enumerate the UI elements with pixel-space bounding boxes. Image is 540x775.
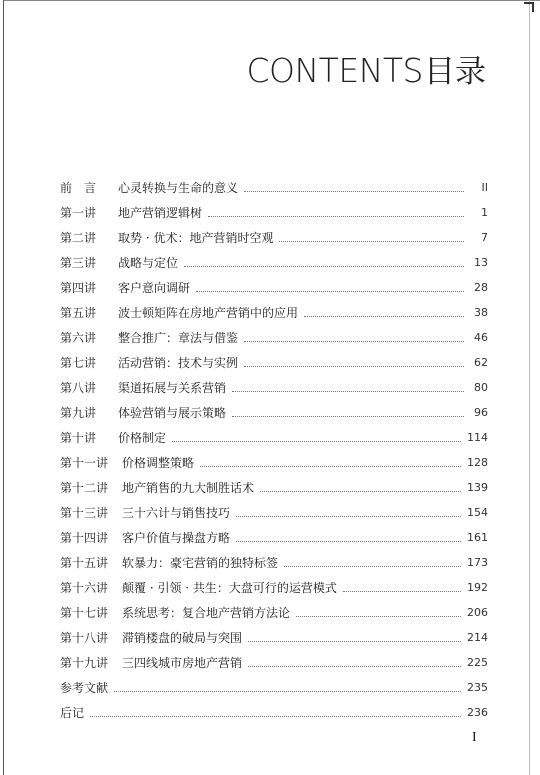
toc-entry-number: 第七讲 — [60, 356, 97, 370]
toc-leader-dots — [236, 540, 461, 542]
toc-entry-page: 114 — [467, 431, 488, 444]
toc-entry — [60, 645, 488, 670]
toc-entry-page: 80 — [474, 381, 488, 394]
toc-entry — [60, 445, 488, 470]
toc-entry — [60, 370, 488, 395]
toc-entry — [60, 345, 488, 370]
toc-entry-title: 渠道拓展与关系营销 — [118, 381, 227, 395]
toc-entry — [60, 495, 488, 520]
toc-entry-title: 滞销楼盘的破局与突围 — [122, 631, 243, 645]
toc-leader-dots — [232, 390, 464, 392]
contents-heading — [246, 46, 486, 91]
toc-leader-dots — [260, 490, 461, 492]
toc-entry — [60, 520, 488, 545]
toc-entry — [60, 295, 488, 320]
toc-entry-title: 战略与定位 — [118, 256, 179, 270]
page-border-top — [3, 0, 540, 1]
toc-entry — [60, 470, 488, 495]
toc-entry-number: 后记 — [60, 706, 85, 720]
toc-leader-dots — [200, 465, 461, 467]
toc-entry — [60, 595, 488, 620]
toc-entry-page: 28 — [474, 281, 488, 294]
toc-leader-dots — [296, 615, 461, 617]
toc-leader-dots — [248, 640, 461, 642]
toc-entry — [60, 695, 488, 720]
toc-entry — [60, 620, 488, 645]
toc-entry-number: 第十三讲 — [60, 506, 109, 520]
toc-entry-number: 第十九讲 — [60, 656, 109, 670]
toc-entry — [60, 195, 488, 220]
toc-leader-dots — [232, 415, 464, 417]
toc-entry-number: 第十讲 — [60, 431, 97, 445]
toc-leader-dots — [114, 690, 461, 692]
toc-entry-number: 第十五讲 — [60, 556, 109, 570]
toc-entry-title: 整合推广：章法与借鉴 — [118, 331, 239, 345]
toc-entry-page: 38 — [474, 306, 488, 319]
toc-entry-page: 236 — [467, 706, 488, 719]
toc-entry-page: 161 — [467, 531, 488, 544]
toc-entry — [60, 670, 488, 695]
toc-entry — [60, 320, 488, 345]
toc-entry-number: 第三讲 — [60, 256, 97, 270]
toc-entry-title: 地产销售的九大制胜话术 — [122, 481, 255, 495]
toc-leader-dots — [304, 315, 464, 317]
toc-entry — [60, 570, 488, 595]
toc-entry — [60, 545, 488, 570]
toc-entry-page: 46 — [474, 331, 488, 344]
toc-leader-dots — [208, 215, 464, 217]
toc-entry — [60, 220, 488, 245]
toc-entry-page: 235 — [467, 681, 488, 694]
toc-leader-dots — [244, 190, 464, 192]
toc-entry-number: 第十八讲 — [60, 631, 109, 645]
toc-entry-page: 62 — [474, 356, 488, 369]
toc-leader-dots — [196, 290, 464, 292]
toc-entry-number: 第十四讲 — [60, 531, 109, 545]
toc-leader-dots — [90, 715, 461, 717]
toc-entry-title: 软暴力：豪宅营销的独特标签 — [122, 556, 279, 570]
heading-english: CONTENTS — [246, 51, 423, 90]
toc-entry-page: 192 — [467, 581, 488, 594]
toc-entry-number: 第九讲 — [60, 406, 97, 420]
toc-entry-page: 225 — [467, 656, 488, 669]
toc-entry-title: 价格制定 — [118, 431, 167, 445]
toc-entry-title: 客户价值与操盘方略 — [122, 531, 231, 545]
toc-entry-page: 154 — [467, 506, 488, 519]
toc-entry — [60, 270, 488, 295]
toc-entry-title: 体验营销与展示策略 — [118, 406, 227, 420]
toc-entry-page: 7 — [481, 231, 488, 244]
toc-entry-page: 139 — [467, 481, 488, 494]
toc-leader-dots — [172, 440, 461, 442]
toc-entry-page: 128 — [467, 456, 488, 469]
page-border-left — [3, 0, 4, 775]
toc-entry — [60, 420, 488, 445]
corner-mark-icon — [524, 2, 534, 12]
toc-entry-page: 13 — [474, 256, 488, 269]
toc-entry-page: 214 — [467, 631, 488, 644]
toc-entry-number: 第十一讲 — [60, 456, 109, 470]
toc-entry — [60, 245, 488, 270]
toc-entry-number: 第二讲 — [60, 231, 97, 245]
toc-entry-page: 206 — [467, 606, 488, 619]
toc-entry-number: 参考文献 — [60, 681, 109, 695]
toc-entry-number: 第十七讲 — [60, 606, 109, 620]
toc-leader-dots — [343, 590, 461, 592]
toc-entry-page: 1 — [481, 206, 488, 219]
toc-entry-title: 心灵转换与生命的意义 — [118, 181, 239, 195]
toc-entry-title: 三四线城市房地产营销 — [122, 656, 243, 670]
toc-entry-page: 173 — [467, 556, 488, 569]
toc-leader-dots — [244, 340, 464, 342]
toc-entry-title: 活动营销：技术与实例 — [118, 356, 239, 370]
toc-entry-number: 第五讲 — [60, 306, 97, 320]
toc-entry-number: 第四讲 — [60, 281, 97, 295]
toc-entry-number: 前 言 — [60, 181, 97, 195]
toc-entry-title: 波士顿矩阵在房地产营销中的应用 — [118, 306, 299, 320]
page-border-right — [529, 0, 530, 775]
toc-entry-title: 颠覆 · 引领 · 共生：大盘可行的运营模式 — [122, 581, 337, 595]
toc-entry-number: 第十二讲 — [60, 481, 109, 495]
toc-entry-number: 第六讲 — [60, 331, 97, 345]
page-folio: I — [472, 730, 477, 745]
toc-list — [60, 170, 488, 720]
toc-entry-title: 客户意向调研 — [118, 281, 191, 295]
toc-entry-title: 三十六计与销售技巧 — [122, 506, 231, 520]
toc-entry-title: 地产营销逻辑树 — [118, 206, 203, 220]
toc-entry-number: 第一讲 — [60, 206, 97, 220]
toc-entry — [60, 395, 488, 420]
toc-leader-dots — [248, 665, 461, 667]
toc-entry-page: II — [481, 181, 488, 194]
toc-entry-number: 第十六讲 — [60, 581, 109, 595]
toc-leader-dots — [279, 240, 464, 242]
toc-entry-title: 价格调整策略 — [122, 456, 195, 470]
toc-leader-dots — [184, 265, 464, 267]
heading-chinese: 目录 — [424, 54, 486, 90]
toc-leader-dots — [284, 565, 461, 567]
toc-entry-title: 取势 · 优术：地产营销时空观 — [118, 231, 274, 245]
toc-leader-dots — [244, 365, 464, 367]
toc-entry-title: 系统思考：复合地产营销方法论 — [122, 606, 291, 620]
toc-entry-page: 96 — [474, 406, 488, 419]
toc-entry-number: 第八讲 — [60, 381, 97, 395]
toc-leader-dots — [236, 515, 461, 517]
toc-entry — [60, 170, 488, 195]
